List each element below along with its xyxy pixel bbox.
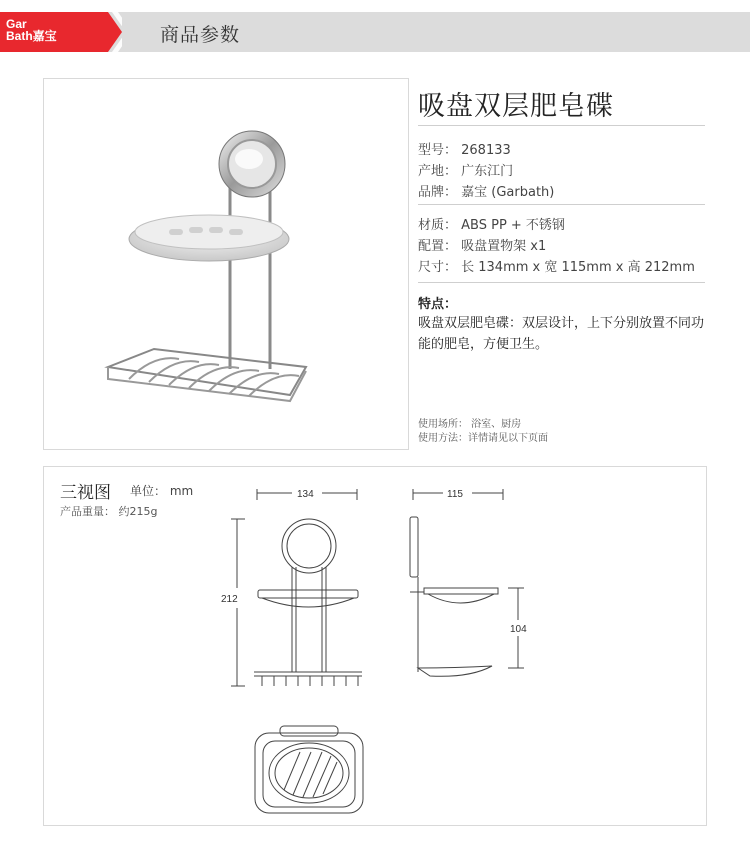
- dim-side-width: 115: [447, 489, 463, 500]
- drawing-title: 三视图: [60, 483, 111, 503]
- spec-material: 材质： ABS PP + 不锈钢: [418, 218, 565, 233]
- logo-text: Gar Bath嘉宝: [6, 17, 57, 43]
- drawing-unit: 单位： mm: [130, 484, 194, 498]
- product-title: 吸盘双层肥皂碟: [418, 91, 614, 122]
- feature-label: 特点：: [418, 297, 458, 312]
- dim-front-width: 134: [297, 489, 314, 500]
- spec-brand: 品牌： 嘉宝 (Garbath): [418, 185, 555, 200]
- spec-size: 尺寸： 长 134mm x 宽 115mm x 高 212mm: [418, 260, 695, 275]
- spec-origin: 产地： 广东江门: [418, 164, 514, 179]
- spec-config: 配置： 吸盘置物架 x1: [418, 239, 547, 254]
- usage-method: 使用方法：详情请见以下页面: [418, 433, 548, 444]
- usage-place: 使用场所： 浴室、厨房: [418, 419, 522, 430]
- feature-text: 吸盘双层肥皂碟：双层设计，上下分别放置不同功能的肥皂，方便卫生。: [418, 316, 705, 352]
- product-weight: 产品重量： 约215g: [60, 505, 158, 518]
- dim-height: 212: [221, 594, 238, 605]
- spec-model: 型号： 268133: [418, 143, 511, 158]
- section-title: 商品参数: [160, 24, 241, 46]
- dim-side-height: 104: [510, 624, 527, 635]
